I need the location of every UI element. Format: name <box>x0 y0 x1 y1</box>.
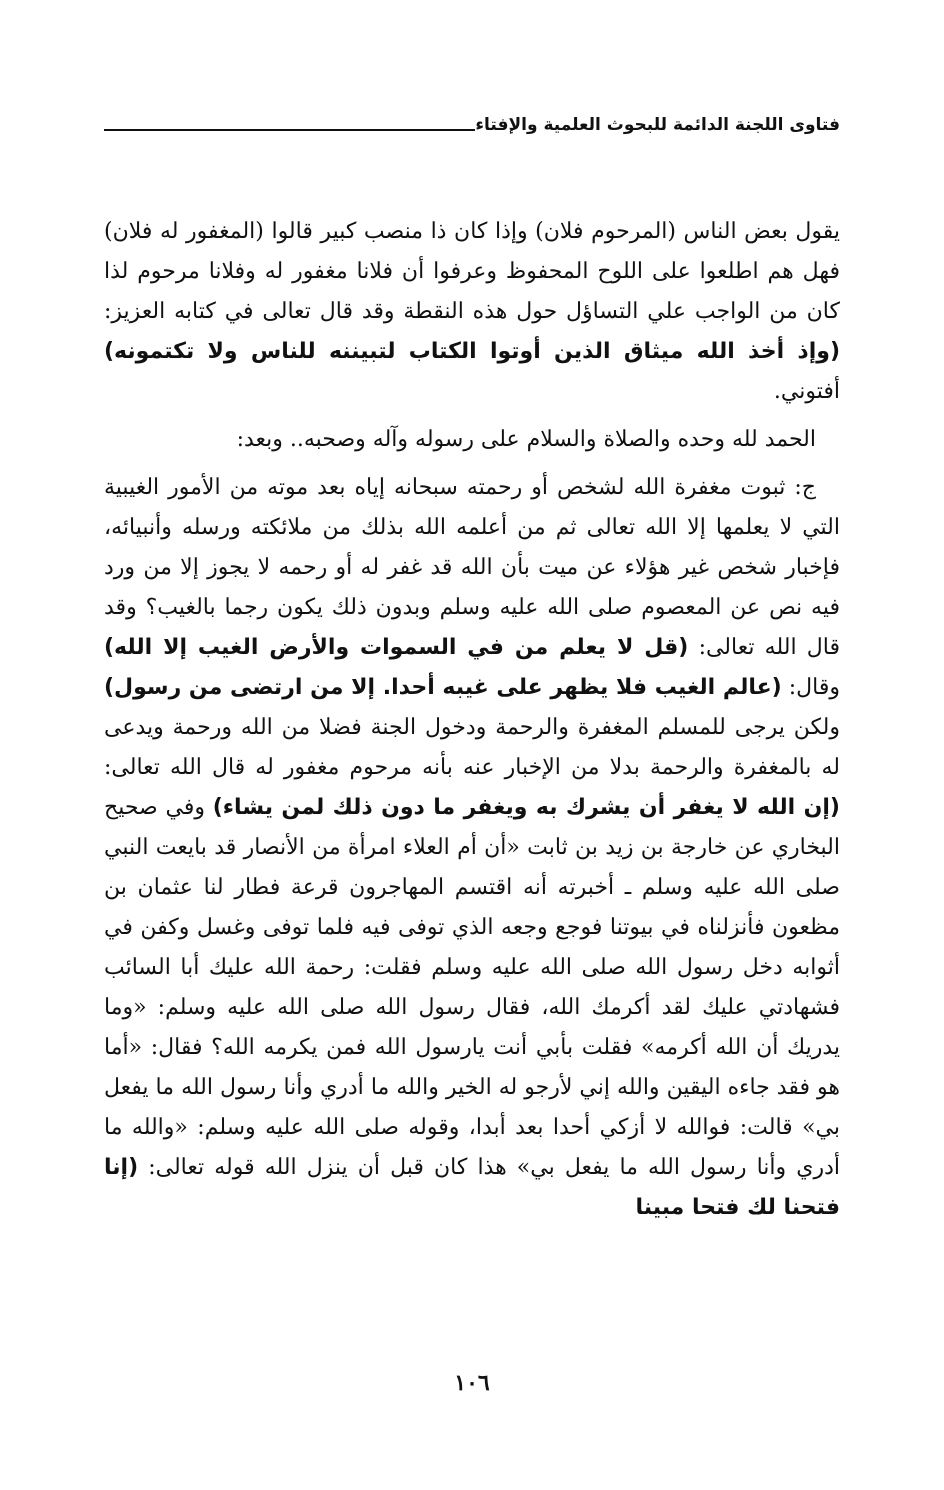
hadith-text: وفي صحيح البخاري عن خارجة بن زيد بن ثابت «أن أم العلاء امرأة من الأنصار قد بايعت النبي صلى الله عليه وسلم ـ أخبرته أنه اقتسم المهاجرون قرعة فطار لنا عثمان بن مظعون فأنزلناه في بيوتنا فوجع وجعه الذي توفى فيه فلما توفى وغسل وكفن في أثوابه دخل رسول الله صلى الله عليه وسلم فقلت: رحمة الله عليك أبا السائب فشهادتي عليك لقد أكرمك الله، فقال رسول الله صلى الله عليه وسلم: «وما يدريك أن الله أكرمه» فقلت بأبي أنت يارسول الله فمن يكرمه الله؟ فقال: «أما هو فقد جاءه اليقين والله إني لأرجو له الخير والله ما أدري وأنا رسول الله ما يفعل بي» قالت: فوالله لا أزكي أحدا بعد أبدا، وقوله صلى الله عليه وسلم: «والله ما أدري وأنا رسول الله ما يفعل بي» هذا كان قبل أن ينزل الله قوله تعالى: <box>104 795 840 1180</box>
question-closing: أفتوني. <box>773 379 840 404</box>
running-header <box>104 104 840 138</box>
quran-quote: (وإذ أخذ الله ميثاق الذين أوتوا الكتاب لتبيننه للناس ولا تكتمونه) <box>104 339 840 364</box>
page-number: ١٠٦ <box>454 1370 490 1396</box>
question-text: يقول بعض الناس (المرحوم فلان) وإذا كان ذا منصب كبير قالوا (المغفور له فلان) فهل هم اطلعوا على اللوح المحفوظ وعرفوا أن فلانا مغفور له وفلانا مرحوم لذا كان من الواجب علي التساؤل حول هذه النقطة وقد قال تعالى في كتابه العزيز: <box>104 219 840 324</box>
answer-paragraph <box>104 468 840 1228</box>
salutation-paragraph: الحمد لله وحده والصلاة والسلام على رسوله وآله وصحبه.. وبعد: <box>236 427 816 452</box>
header-rule <box>104 129 475 131</box>
answer-text: وقال: <box>788 675 841 700</box>
quran-quote: (قل لا يعلم من في السموات والأرض الغيب إلا الله) <box>104 635 689 660</box>
running-header-title: فتاوى اللجنة الدائمة للبحوث العلمية والإفتاء <box>475 115 840 135</box>
answer-text: ج: ثبوت مغفرة الله لشخص أو رحمته سبحانه إياه بعد موته من الأمور الغيبية التي لا يعلمها إلا الله تعالى ثم من أعلمه الله بذلك من ملائكته ورسله وأنبيائه، فإخبار شخص غير هؤلاء عن ميت بأن الله قد غفر له أو رحمه لا يجوز إلا من ورد فيه نص عن المعصوم صلى الله عليه وسلم وبدون ذلك يكون رجما بالغيب؟ وقد قال الله تعالى: <box>104 475 841 660</box>
quran-quote: (عالم الغيب فلا يظهر على غيبه أحدا. إلا من ارتضى من رسول) <box>104 675 782 700</box>
question-paragraph <box>104 212 840 412</box>
answer-text: ولكن يرجى للمسلم المغفرة والرحمة ودخول الجنة فضلا من الله ورحمة ويدعى له بالمغفرة والرحمة بدلا من الإخبار عنه بأنه مرحوم مغفور له قال الله تعالى: <box>104 715 840 780</box>
quran-quote: (إنا فتحنا لك فتحا مبينا <box>104 1155 840 1220</box>
fatwa-body <box>104 212 840 1228</box>
quran-quote: (إن الله لا يغفر أن يشرك به ويغفر ما دون ذلك لمن يشاء) <box>212 795 840 820</box>
